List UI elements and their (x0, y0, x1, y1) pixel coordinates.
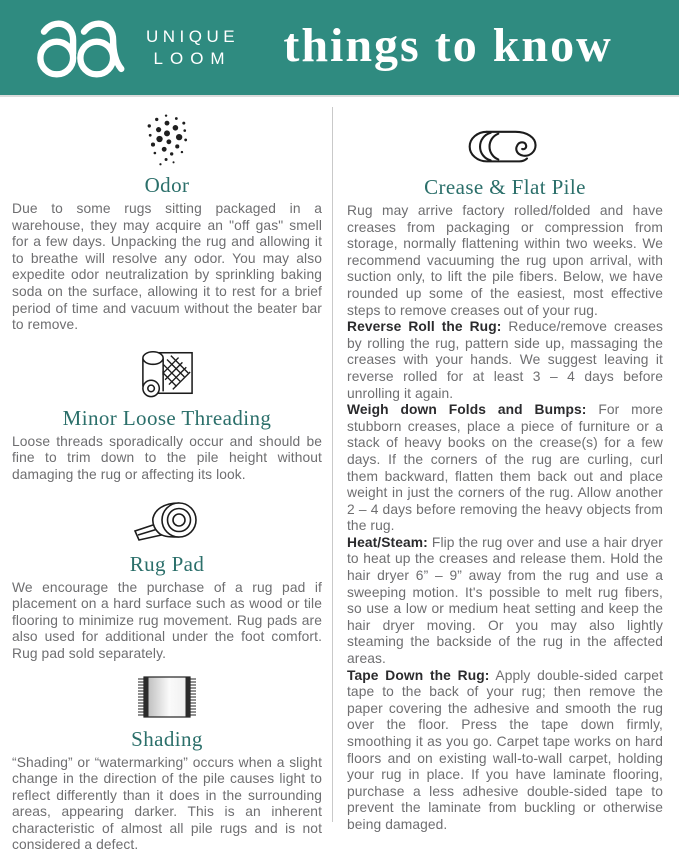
tip-label-heat-steam: Heat/Steam: (347, 535, 428, 550)
tip-heat-steam (347, 535, 663, 668)
rug-pad-roll-icon (129, 496, 205, 546)
section-loose-threading (12, 346, 322, 484)
tip-body-reverse-roll: Reduce/remove creases by rolling the rug, pattern side up, massaging the creases with your hands. We suggest leaving it reverse rolled for at least 3 – 4 days before unrolling it again. (347, 319, 663, 400)
tip-label-reverse-roll: Reverse Roll the Rug: (347, 319, 501, 334)
unique-loom-loops-icon (34, 17, 134, 79)
brand-logo (34, 17, 239, 79)
section-rug-pad (12, 496, 322, 663)
page-header (0, 0, 679, 97)
tip-body-tape-down: Apply double-sided carpet tape to the back of your rug; then remove the paper covering the adhesive and smooth the rug over the floor. Press the tape down firmly, smoothing it as you go. Carpet tape works on hard floors and on existing wall-to-wall carpet, holding your rug in place. If you have laminate flooring, purchase a less adhesive double-sided tape to prevent the laminate from buckling or otherwise being damaged. (347, 668, 663, 832)
rolled-rug-sheet-icon (137, 346, 197, 400)
brand-text (146, 26, 239, 69)
section-heading-odor: Odor (12, 173, 322, 198)
left-column (0, 97, 332, 822)
crease-intro: Rug may arrive factory rolled/folded and have creases from packaging or compression from storage, normally flattening within two weeks. We recommend vacuuming the rug upon arrival, with suction only, to lift the pile fibers. Below, we have rounded up some of the easiest, most effective steps to remove creases out of your rug. (347, 203, 663, 319)
tip-weigh-down (347, 402, 663, 535)
section-heading-rug-pad: Rug Pad (12, 552, 322, 577)
section-heading-crease: Crease & Flat Pile (347, 175, 663, 200)
tip-reverse-roll (347, 319, 663, 402)
tip-tape-down (347, 668, 663, 834)
shaded-rug-icon (134, 675, 200, 721)
odor-dots-icon (140, 111, 194, 167)
section-shading (12, 675, 322, 854)
page-title: things to know (239, 18, 657, 73)
content-area (0, 97, 679, 822)
tip-body-weigh-down: For more stubborn creases, place a piece of furniture or a stack of heavy books on the crease(s) for a few days. If the corners of the rug are curling, curl them backward, flatten them back out and place weight in just the corners of the rug. Allow another 2 – 4 days before removing the heavy objects from the rug. (347, 402, 663, 533)
section-body-shading: “Shading” or “watermarking” occurs when a slight change in the direction of the pile causes light to reflect differently than it does in the surrounding areas, appearing darker. This is an inherent characteristic of almost all pile rugs and is not considered a defect. (12, 755, 322, 854)
section-heading-loose-threading: Minor Loose Threading (12, 406, 322, 431)
brand-line1: UNIQUE (146, 26, 239, 47)
section-body-rug-pad: We encourage the purchase of a rug pad if placement on a hard surface such as wood or tile flooring to minimize rug movement. Rug pads are also used for additional under the foot comfort. Rug pad sold separately. (12, 580, 322, 663)
tip-body-heat-steam: Flip the rug over and use a hair dryer to heat up the creases and release them. Hold the hair dryer 6” – 9” away from the rug and use a sweeping motion. It's possible to melt rug fibers, so use a low or medium heat setting and keep the hair dryer moving. Or you may also lightly steaming the backside of the rug in the affected areas. (347, 535, 663, 666)
tip-label-weigh-down: Weigh down Folds and Bumps: (347, 402, 586, 417)
tip-label-tape-down: Tape Down the Rug: (347, 668, 489, 683)
rolled-rug-curl-icon (463, 127, 547, 169)
section-body-loose-threading: Loose threads sporadically occur and should be fine to trim down to the pile height without damaging the rug or affecting its look. (12, 434, 322, 484)
section-heading-shading: Shading (12, 727, 322, 752)
right-column (333, 97, 679, 822)
section-body-odor: Due to some rugs sitting packaged in a warehouse, they may acquire an "off gas" smell for a few days. Unpacking the rug and allowing it to breathe will resolve any odor. You may also expedite odor neutralization by sprinkling baking soda on the surface, allowing it to rest for a brief period of time and vacuum without the beater bar to remove. (12, 201, 322, 334)
section-odor (12, 111, 322, 334)
brand-line2: LOOM (146, 48, 239, 69)
